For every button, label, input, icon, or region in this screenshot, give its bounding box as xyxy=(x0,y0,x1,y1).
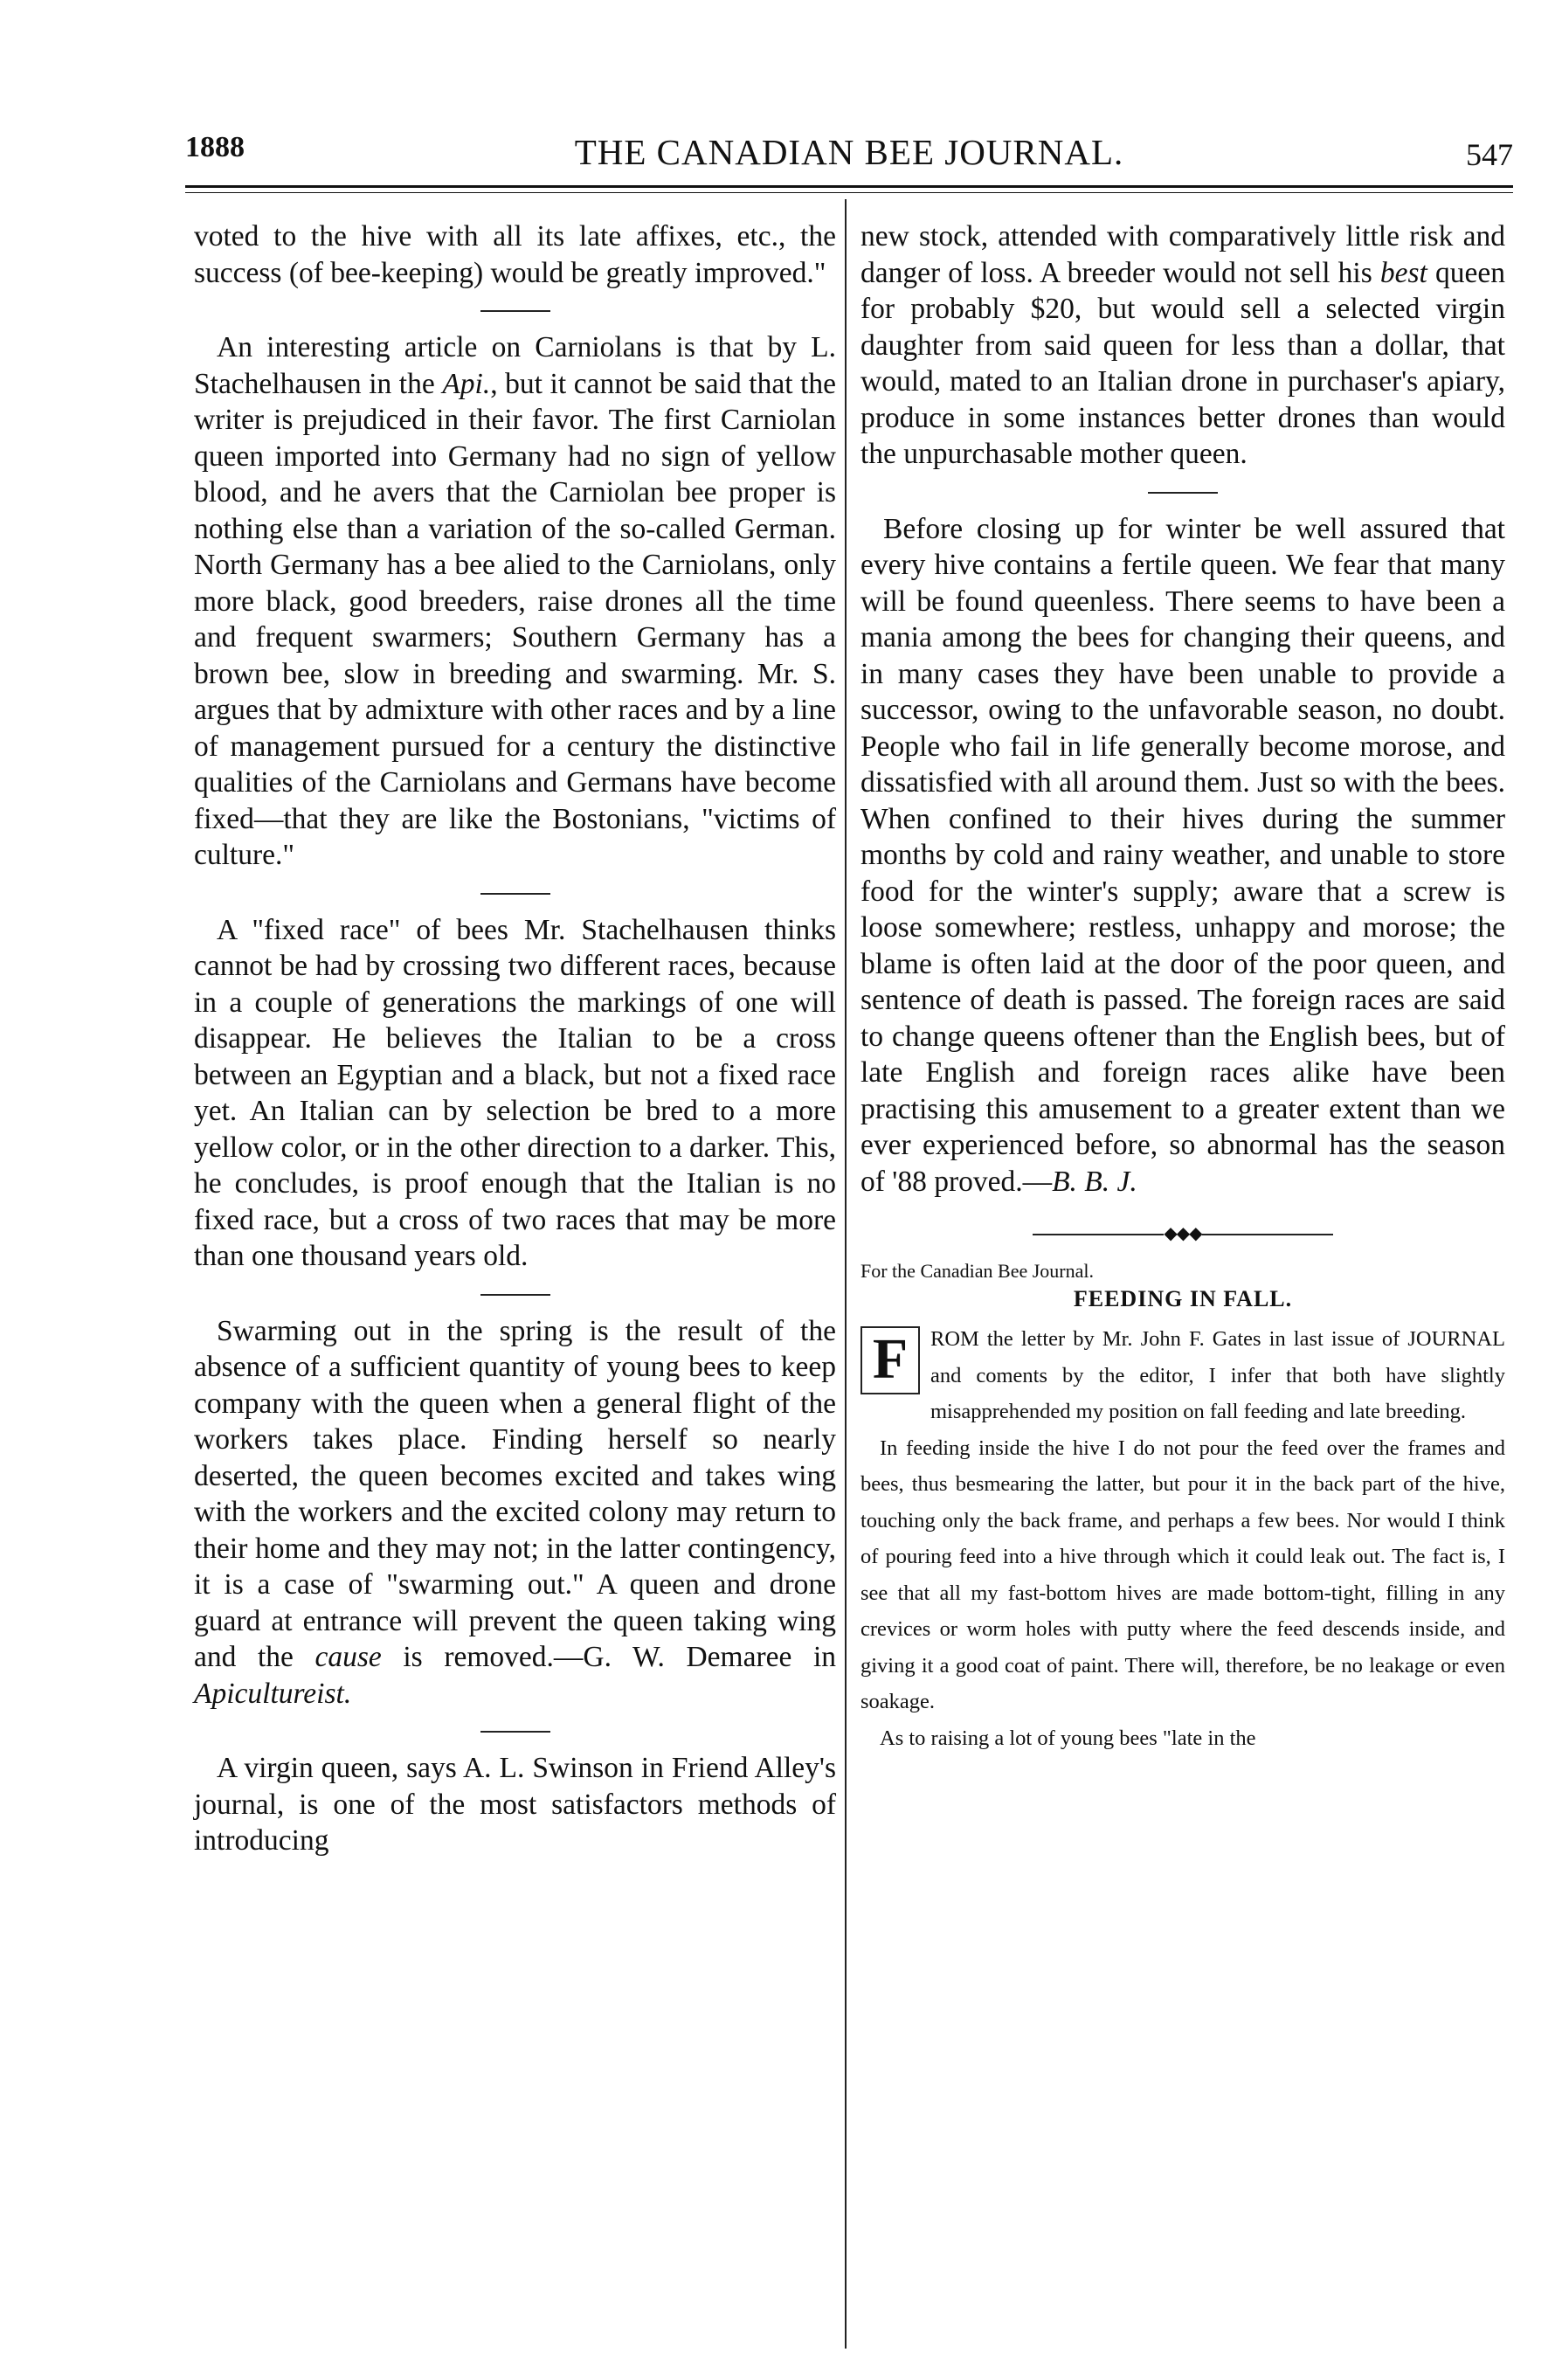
article-credit: For the Canadian Bee Journal. xyxy=(860,1260,1094,1282)
left-column xyxy=(194,218,836,1859)
right-column xyxy=(860,218,1505,1756)
paragraph: A virgin queen, says A. L. Swinson in Friend Alley's journal, is one of the most satisfactors methods of introducing xyxy=(194,1752,836,1857)
text: Swarming out in the spring is the result of the absence of a sufficient quantity of young bees to keep company with the queen when a general flight of the workers takes place. Finding herself so nearly deserted, the queen becomes excited and takes wing with the workers and the excited colony may return to their home and they may not; in the latter contingency, it is a case of "swarming out." A queen and drone guard at entrance will prevent the queen taking wing and the xyxy=(194,1314,836,1673)
paragraph: In feeding inside the hive I do not pour the feed over the frames and bees, thus besmearing the latter, but pour it in the back part of the hive, touching only the back frame, and perhaps a few bees. Nor would I think of pouring feed into a hive through which it could leak out. The fact is, I see that all my fast-bottom hives are made bottom-tight, filling in any crevices or worm holes with putty where the feed descends inside, and giving it a good coat of paint. There will, therefore, be no leakage or even soakage. xyxy=(860,1436,1505,1713)
emphasis: cause xyxy=(314,1641,382,1673)
section-divider xyxy=(1148,492,1218,494)
text: , but it cannot be said that the writer is prejudiced in their favor. The first Carniolan queen imported into Germany had no sign of yellow blood, and he avers that the Carniolan bee proper is nothing else than a variation of the so-called German. North Germany has a bee alied to the Carniolans, only more black, good breeders, raise drones all the time and frequent swarmers; Southern Germany has a brown bee, slow in breeding and swarming. Mr. S. argues that by admixture with other races and by a line of management pursued for a century the distinctive qualities of the Carniolans and Germans have become fixed—that they are like the Bostonians, "victims of culture." xyxy=(194,367,836,871)
text: queen for probably $20, but would sell a selected virgin daughter from said queen for less than a dollar, that would, mated to an Italian drone in purchaser's apiary, produce in some instances better drones than would the unpurchasable mother queen. xyxy=(860,256,1505,470)
paragraph xyxy=(194,1313,836,1712)
section-divider xyxy=(480,1731,550,1733)
paragraph xyxy=(860,218,1505,473)
emphasis: best xyxy=(1379,256,1427,289)
header-rule-thin xyxy=(185,192,1513,193)
header-rule xyxy=(185,185,1513,188)
section-divider xyxy=(480,893,550,895)
column-divider xyxy=(845,199,847,2349)
paragraph xyxy=(194,218,836,291)
paragraph: ROM the letter by Mr. John F. Gates in last issue of JOURNAL and coments by the editor, I infer that both have slightly misapprehended my position on fall feeding and late breeding. xyxy=(930,1327,1505,1423)
section-divider xyxy=(480,310,550,312)
section-divider xyxy=(480,1294,550,1296)
text: voted to the hive with all its late affixes, etc., the success (of bee-keeping) would be greatly improved." xyxy=(194,220,836,289)
text: An interesting article on Carniolans is that by L. Stachelhausen in the xyxy=(194,331,836,400)
drop-cap: F xyxy=(860,1326,920,1394)
article-title: FEEDING IN FALL. xyxy=(1073,1286,1293,1311)
paragraph xyxy=(860,511,1505,1200)
paragraph: As to raising a lot of young bees "late in the xyxy=(880,1726,1256,1750)
header-year: 1888 xyxy=(185,131,245,163)
source-name: Api. xyxy=(442,367,491,400)
text: new stock, attended with comparatively little risk and danger of loss. A breeder would not sell his xyxy=(860,220,1505,289)
article-body xyxy=(860,1321,1505,1756)
ornament-divider: ◆◆◆ xyxy=(860,1222,1505,1244)
source-name: Apicultureist. xyxy=(194,1677,352,1710)
running-header xyxy=(185,131,1513,183)
paragraph xyxy=(194,329,836,874)
journal-title: THE CANADIAN BEE JOURNAL. xyxy=(574,132,1124,172)
signature: B. B. J. xyxy=(1052,1165,1137,1198)
text: Before closing up for winter be well assured that every hive contains a fertile queen. We fear that many will be found queenless. There seems to have been a mania among the bees for changing their queens, and in many cases they have been unable to provide a successor, owing to the unfavorable season, no doubt. People who fail in life generally become morose, and dissatisfied with all around them. Just so with the bees. When confined to their hives during the summer months by cold and rainy weather, and unable to store food for the winter's supply; aware that a screw is loose somewhere; restless, unhappy and morose; the blame is often laid at the door of the poor queen, and sentence of death is passed. The foreign races are said to change queens oftener than the English bees, but of late English and foreign races alike have been practising this amusement to a greater extent than we ever experienced before, so abnormal has the season of '88 proved.— xyxy=(860,512,1505,1198)
text: is removed.—G. W. Demaree in xyxy=(381,1641,837,1673)
page-number: 547 xyxy=(1466,137,1513,172)
paragraph: A "fixed race" of bees Mr. Stachelhausen thinks cannot be had by crossing two different races, because in a couple of generations the markings of one will disappear. He believes the Italian to be a cross between an Egyptian and a black, but not a fixed race yet. An Italian can by selection be bred to a more yellow color, or in the other direction to a darker. This, he concludes, is proof enough that the Italian is no fixed race, but a cross of two races that may be more than one thousand years old. xyxy=(194,913,836,1272)
